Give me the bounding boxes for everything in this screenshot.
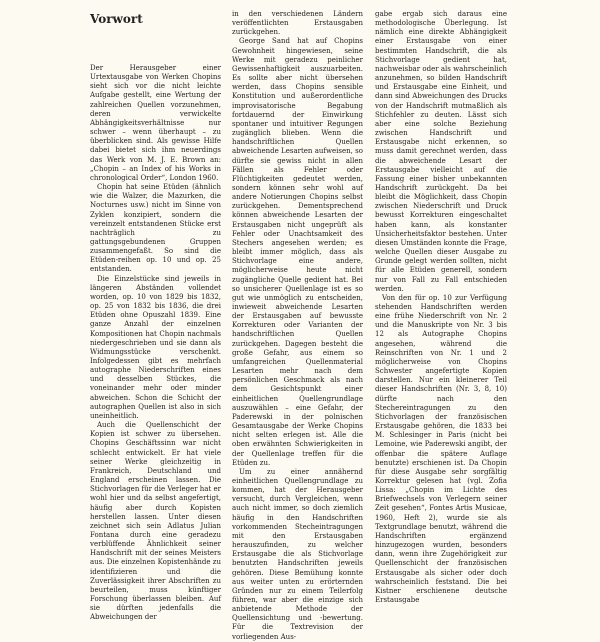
- text-column-2: [232, 10, 363, 641]
- paragraph: Chopin hat seine Etüden (ähnlich wie die Walzer, die Mazurken, die Nocturnes usw.) nicht im Sinne von Zyklen konzipiert, sondern die vereinzelt entstandenen Stücke erst nachträglich zu gattungsgebundenen Gruppen zusammengefaßt. So sind die Etüden-reihen op. 10 und op. 25 entstanden.: [90, 183, 221, 274]
- page-title: Vorwort: [90, 12, 143, 26]
- paragraph: George Sand hat auf Chopins Gewohnheit hingewiesen, seine Werke mit geradezu peinlicher Gewissenhaftigkeit auszuarbeiten. Es sollte aber nicht übersehen werden, dass Chopins sensible Konstitution und außerordentliche improvisatorische Begabung fortdauernd der Einwirkung spontaner und intuitiver Regungen zugänglich blieben. Wenn die handschriftlichen Quellen abweichende Lesarten aufweisen, so dürfte sie gewiss nicht in allen Fällen als Fehler oder Flüchtigkeiten gedeutet werden, sondern können sehr wohl auf andere Notierungen Chopins selbst zurückgehen. Dementsprechend können abweichende Lesarten der Erstausgaben nicht ungeprüft als Fehler oder Unachtsamkeit des Stechers angesehen werden; es bleibt immer möglich, dass als Stichvorlage eine andere, möglicherweise heute nicht zugängliche Quelle gedient hat. Bei so unsicherer Quellenlage ist es so gut wie unmöglich zu entscheiden, inwieweit abweichende Lesarten der Erstausgaben auf bewusste Korrekturen oder Varianten der handschriftlichen Quellen zurückgehen. Dagegen besteht die große Gefahr, aus einem so umfangreichen Quellenmaterial Lesarten mehr nach dem persönlichen Geschmack als nach dem Gesichtspunkt einer einheitlichen Quellengrundlage auszuwählen – eine Gefahr, der Paderewski in der polnischen Gesamtausgabe der Werke Chopins nicht selten erlegen ist. Alle die oben erwähnten Schwierigkeiten in der Quellenlage treffen für die Etüden zu.: [232, 37, 363, 467]
- paragraph: Der Herausgeber einer Urtextausgabe von Werken Chopins sieht sich vor die nicht leichte Aufgabe gestellt, eine Wertung der zahlreichen Quellen vorzunehmen, deren verwickelte Abhängigkeitsverhältnisse nur schwer – wenn überhaupt – zu überblicken sind. Als gewisse Hilfe dabei bietet sich ihm neuerdings das Werk von M. J. E. Brown an: „Chopin – an Index of his Works in chronological Order“, London 1960.: [90, 64, 221, 182]
- paragraph: gabe ergab sich daraus eine methodologische Überlegung. Ist nämlich eine direkte Abhängigkeit einer Erstausgabe von einer bestimmten Handschrift, die als Stichvorlage gedient hat, nachweisbar oder als wahrscheinlich anzunehmen, so bilden Handschrift und Erstausgabe eine Einheit, und dann sind Abweichungen des Drucks von der Handschrift mutmaßlich als Stichfehler zu deuten. Lässt sich aber eine solche Beziehung zwischen Handschrift und Erstausgabe nicht erkennen, so muss damit gerechnet werden, dass die abweichende Lesart der Erstausgabe vielleicht auf die Fassung einer bisher unbekannten Handschrift zurückgeht. Da bei bleibt die Möglichkeit, dass Chopin zwischen Niederschrift und Druck bewusst Korrekturen eingeschaltet haben kann, als konstanter Unsicherheitsfaktor bestehen. Unter diesen Umständen konnte die Frage, welche Quellen dieser Ausgabe zu Grunde gelegt werden sollten, nicht für alle Etüden generell, sondern nur von Fall zu Fall entschieden werden.: [375, 10, 507, 293]
- paragraph: in den verschiedenen Ländern veröffentlichten Erstausgaben zurückgehen.: [232, 10, 363, 37]
- text-column-1: [90, 10, 222, 622]
- paragraph: Die Einzelstücke sind jeweils in längeren Abständen vollendet worden, op. 10 von 1829 bis 1832, op. 25 von 1832 bis 1836, die drei Etüden ohne Opuszahl 1839. Eine ganze Anzahl der einzelnen Kompositionen hat Chopin nachmals niedergeschrieben und sie dann als Widmungsstücke verschenkt. Infolgedessen gibt es mehrfach autographe Niederschriften eines und desselben Stückes, die voneinander mehr oder minder abweichen. Schon die Schicht der autographen Quellen ist also in sich uneinheitlich.: [90, 274, 221, 420]
- paragraph: Von den für op. 10 zur Verfügung stehenden Handschriften werden eine frühe Niederschrift von Nr. 2 und die Manuskripte von Nr. 3 bis 12 als Autographe Chopins angesehen, während die Reinschriften von Nr. 1 und 2 möglicherweise von Chopins Schwester angefertigte Kopien darstellen. Nur ein kleinerer Teil dieser Handschriften (Nr. 3, 8, 10) dürfte nach den Stechereintragungen zu den Stichvorlagen der französischen Erstausgabe gehören, die 1833 bei M. Schlesinger in Paris (nicht bei Lemoine, wie Paderewski angibt, der offenbar die spätere Auflage benutzte) erschienen ist. Da Chopin für diese Ausgabe sehr sorgfältig Korrektur gelesen hat (vgl. Zofia Lissa: „Chopin im Lichte des Briefwechsels von Verlegern seiner Zeit gesehen“, Fontes Artis Musicae, 1960, Heft 2), wurde sie als Textgrundlage benutzt, während die Handschriften ergänzend hinzugezogen wurden, besonders dann, wenn ihre Zugehörigkeit zur Quellenschicht der französischen Erstausgabe als sicher oder doch wahrscheinlich feststand. Die bei Kistner erschienene deutsche Erstausgabe: [375, 293, 507, 604]
- paragraph: Auch die Quellenschicht der Kopien ist schwer zu übersehen. Chopins Geschäftssinn war nicht schlecht entwickelt. Er hat viele seiner Werke gleichzeitig in Frankreich, Deutschland und England erscheinen lassen. Die Stichvorlagen für die Verleger hat er wohl hier und da selbst angefertigt, häufig aber durch Kopisten herstellen lassen. Unter diesen zeichnet sich sein Adlatus Julian Fontana durch eine geradezu verblüffende Ähnlichkeit seiner Handschrift mit der seines Meisters aus. Die einzelnen Kopistenhände zu identifizieren und die Zuverlässigkeit ihrer Abschriften zu beurteilen, muss künftiger Forschung überlassen bleiben. Auf sie dürften jedenfalls die Abweichungen der: [90, 421, 222, 622]
- paragraph: Um zu einer annähernd einheitlichen Quellengrundlage zu kommen, hat der Herausgeber versucht, durch Vergleichen, wenn auch nicht immer, so doch ziemlich häufig in den Handschriften vorkommenden Stecheintragungen mit den Erstausgaben herauszufinden, zu welcher Erstausgabe die als Stichvorlage benutzten Handschriften jeweils gehören. Diese Bemühung konnte aus weiter unten zu erörternden Gründen nur zu einem Teilerfolg führen, war aber die einzige sich anbietende Methode der Quellensichtung und -bewertung. Für die Textrevision der vorliegenden Aus-: [232, 467, 363, 641]
- text-column-3: [375, 10, 507, 604]
